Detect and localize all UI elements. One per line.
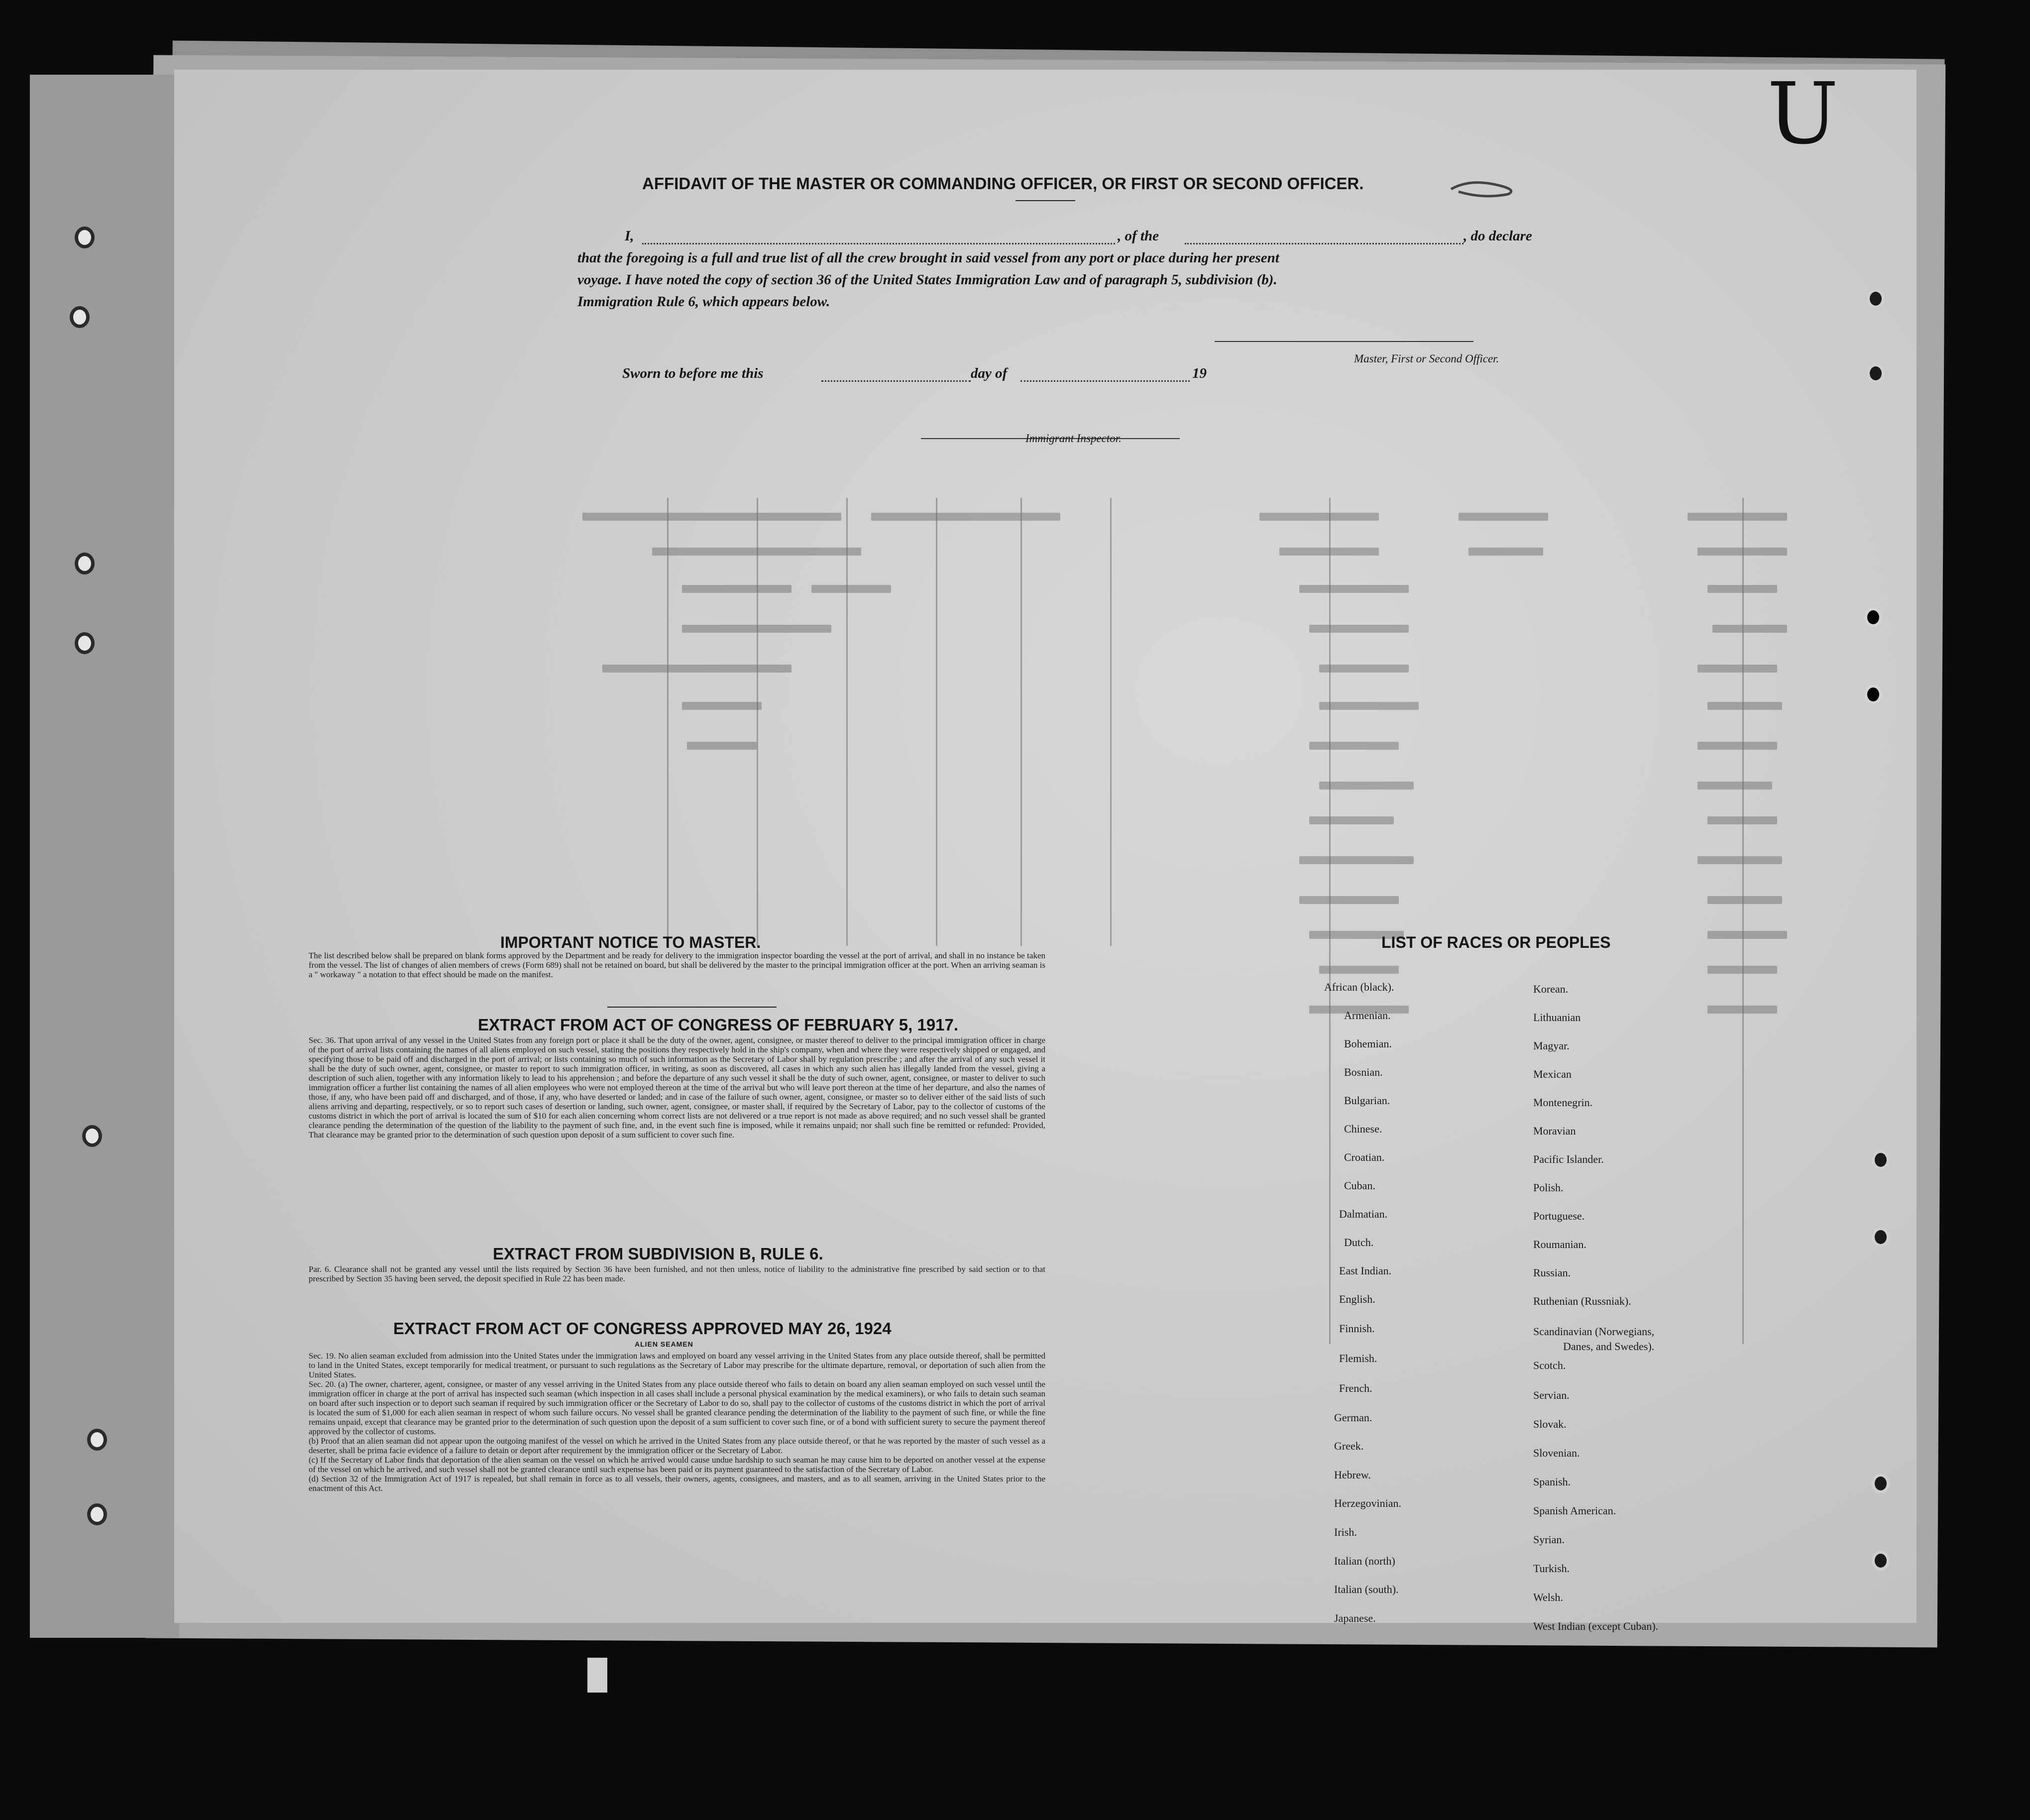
race-left: German. [1334, 1411, 1372, 1424]
race-left: French. [1339, 1382, 1372, 1394]
race-right: Portuguese. [1533, 1210, 1585, 1222]
race-left: Flemish. [1339, 1352, 1377, 1365]
notice-title: IMPORTANT NOTICE TO MASTER. [500, 933, 761, 951]
section-divider [607, 1007, 777, 1008]
race-left: Croatian. [1344, 1151, 1385, 1163]
faint-column-line [757, 498, 758, 946]
sec-20c-paragraph: (c) If the Secretary of Labor finds that deportation of the alien seaman on the vessel on which he arrived would cause undue hardship to such seaman he may cause him to be deported on another vessel at the expense of the vessel on which he arrived, and such vessel shall not be granted clearance until such expense has been paid or its payment guaranteed to the satisfaction of the Secretary of Labor. [309, 1455, 1045, 1474]
affidavit-i: I, [625, 228, 634, 244]
faint-column-line [1329, 498, 1331, 1344]
affidavit-line-2: that the foregoing is a full and true list of all the crew brought in said vessel from any port or place during her present [577, 250, 1279, 266]
race-right: Spanish. [1533, 1476, 1571, 1488]
rule-6-paragraph: Par. 6. Clearance shall not be granted any vessel until the lists required by Section 36 have been furnished, and not then unless, notice of liability to the administrative fine prescribed by said section or to that prescribed by Section 35 having been served, the deposit specified in Rule 22 has been made. [309, 1264, 1045, 1283]
manifest-page [174, 65, 1917, 1632]
extract-1924-subtitle: ALIEN SEAMEN [635, 1340, 693, 1348]
race-right: Danes, and Swedes). [1563, 1340, 1655, 1353]
extract-rule6-title: EXTRACT FROM SUBDIVISION B, RULE 6. [493, 1245, 823, 1263]
sworn-year: 19 [1192, 365, 1207, 381]
section-36-paragraph: Sec. 36. That upon arrival of any vessel in the United States from any foreign port or place it shall be the duty of the owner, agent, consignee, or master thereof to deliver to the principal immigration officer in charge of the port of arrival lists containing the names of all aliens employed on such vessel, stating the positions they respectively hold in the ship's company, when and where they were respectively shipped or engaged, and specifying those to be paid off and discharged in the port of arrival; or lists containing so much of such information as the Secretary of Labor shall by regulation prescribe ; and after the arrival of any such vessel it shall be the duty of such owner, agent, consignee, or master to report to such immigration officer, in writing, as soon as discovered, all cases in which any such alien has illegally landed from the vessel, giving a description of such alien, together with any information likely to lead to his apprehension ; and before the departure of any such vessel it shall be the duty of such owner, agent, consignee, or master to deliver to such immigration officer a further list containing the names of all alien employees who were not employed thereon at the time of the arrival but who will leave port thereon at the time of her departure, and also the names of those, if any, who have been paid off and discharged, and of those, if any, who have deserted or landed; and in case of the failure of such owner, agent, consignee, or master so to deliver either of the said lists of such aliens arriving and departing, respectively, or so to report such cases of desertion or landing, such owner, agent, consignee, or master shall, if required by the Secretary of Labor, pay to the collector of customs of the customs district in which the port of arrival is located the sum of $10 for each alien concerning whom correct lists are not delivered or a true report is not made as above required; and no such vessel shall be granted clearance pending the determination of the question of the liability to the payment of such fine, and, in the event such fine is imposed, while it remains unpaid; nor shall such fine be remitted or refunded: Provided, That clearance may be granted prior to the determination of such question upon deposit of a sum sufficient to cover such fine. [309, 1035, 1045, 1139]
faint-column-line [1110, 498, 1112, 946]
race-left: Italian (south). [1334, 1583, 1399, 1595]
binder-hole-icon [1864, 684, 1882, 704]
race-right: Syrian. [1533, 1533, 1565, 1546]
race-left: Bosnian. [1344, 1066, 1383, 1078]
race-left: Irish. [1334, 1526, 1357, 1538]
race-right: Servian. [1533, 1389, 1570, 1401]
binder-hole-icon [1872, 1227, 1890, 1247]
race-left: Chinese. [1344, 1123, 1382, 1135]
faint-column-line [1742, 498, 1744, 1344]
race-right: Lithuanian [1533, 1011, 1581, 1024]
sec-20a-paragraph: Sec. 20. (a) The owner, charterer, agent, consignee, or master of any vessel arriving in the United States from any place outside thereof who fails to detain on board any alien seaman employed on such vessel until the immigration officer in charge at the port of arrival has inspected such seaman (which inspection in all cases shall include a personal physical examination by the medical examiners), or who fails to detain such seaman on board after such inspection or to deport such seaman if required by such immigration officer or the Secretary of Labor to do so, shall pay to the collector of customs of the customs district in which the port of arrival is located the sum of $1,000 for each alien seaman in respect of whom such failure occurs. No vessel shall be granted clearance pending the determination of the liability to the payment of such fine, or while the fine remains unpaid, except that clearance may be granted prior to the determination of such question upon the deposit of a sum sufficient to cover such fine, or of a bond with sufficient surety to secure the payment thereof approved by the collector of customs. [309, 1379, 1045, 1436]
sec-19-paragraph: Sec. 19. No alien seaman excluded from admission into the United States under the immigration laws and employed on board any vessel arriving in the United States from any place outside thereof, shall be permitted to land in the United States, except temporarily for medical treatment, or pursuant to such regulations as the Secretary of Labor may prescribe for the ultimate departure, removal, or deportation of such alien from the United States. [309, 1351, 1045, 1379]
binder-hole-icon [1872, 1474, 1890, 1493]
race-right: Montenegrin. [1533, 1096, 1593, 1109]
race-right: Spanish American. [1533, 1504, 1616, 1517]
binder-hole-icon [75, 632, 95, 654]
sworn-prefix: Sworn to before me this [622, 365, 764, 381]
race-right: Moravian [1533, 1125, 1576, 1137]
binder-hole-icon [1867, 289, 1885, 309]
corner-handwritten-mark: U [1767, 65, 1839, 163]
officer-name-line [642, 243, 1115, 244]
race-right: Scotch. [1533, 1359, 1566, 1371]
race-right: Korean. [1533, 983, 1569, 995]
faint-column-line [1020, 498, 1022, 946]
vessel-name-line [1185, 243, 1464, 244]
race-left: Italian (north) [1334, 1555, 1395, 1567]
race-right: Russian. [1533, 1266, 1571, 1279]
extract-1924-text [309, 1351, 1045, 1493]
binder-hole-icon [1867, 363, 1885, 383]
signature-line [1215, 341, 1473, 342]
race-right: Mexican [1533, 1068, 1572, 1080]
affidavit-title: AFFIDAVIT OF THE MASTER OR COMMANDING OFFICER, OR FIRST OR SECOND OFFICER. [642, 174, 1364, 193]
sec-20b-paragraph: (b) Proof that an alien seaman did not appear upon the outgoing manifest of the vessel on which he arrived in the United States from any place outside thereof, or that he was reported by the master of such vessel as a deserter, shall be prima facie evidence of a failure to detain or deport after requirement by the immigration officer or the Secretary of Labor. [309, 1436, 1045, 1455]
race-right: Roumanian. [1533, 1238, 1586, 1251]
title-underline [1015, 200, 1075, 201]
race-right: Pacific Islander. [1533, 1153, 1604, 1165]
affidavit-of-the: , of the [1118, 228, 1159, 244]
sworn-day-line [821, 380, 971, 382]
binder-hole-icon [75, 553, 95, 574]
binder-hole-icon [75, 227, 95, 248]
affidavit-declare: , do declare [1464, 228, 1532, 244]
race-right: Ruthenian (Russniak). [1533, 1295, 1631, 1307]
extract-1917-text [309, 1035, 1045, 1139]
binder-hole-icon [1872, 1150, 1890, 1170]
race-right: Welsh. [1533, 1591, 1563, 1603]
under-sheet-left [30, 75, 179, 1638]
signature-caption: Master, First or Second Officer. [1354, 352, 1499, 365]
race-right: Slovak. [1533, 1418, 1567, 1430]
paper-clip-icon [1449, 177, 1523, 202]
race-right: Scandinavian (Norwegians, [1533, 1325, 1655, 1338]
races-title: LIST OF RACES OR PEOPLES [1381, 933, 1611, 951]
affidavit-line-4: Immigration Rule 6, which appears below. [577, 294, 830, 310]
notice-text [309, 951, 1045, 979]
race-left: Hebrew. [1334, 1469, 1371, 1481]
race-right: Turkish. [1533, 1562, 1570, 1575]
extract-rule6-text [309, 1264, 1045, 1283]
race-left: Finnish. [1339, 1322, 1375, 1335]
paper-tab [587, 1658, 607, 1693]
affidavit-line-3: voyage. I have noted the copy of section 36 of the United States Immigration Law and of paragraph 5, subdivision (b). [577, 272, 1277, 288]
sworn-day-of: day of [971, 365, 1008, 381]
race-left: Dutch. [1344, 1236, 1374, 1249]
race-left: East Indian. [1339, 1264, 1392, 1277]
notice-paragraph: The list described below shall be prepared on blank forms approved by the Department and be ready for delivery to the immigration inspector boarding the vessel at the port of arrival, and shall in no instance be taken from the vessel. The list of changes of alien members of crews (Form 689) shall not be retained on board, but shall be delivered by the master to the principal immigration officer at the port. When an arriving seaman is a " workaway " a notation to that effect should be made on the manifest. [309, 951, 1045, 979]
binder-hole-icon [87, 1503, 107, 1525]
faint-column-line [667, 498, 669, 946]
race-left: English. [1339, 1293, 1375, 1305]
extract-1917-title: EXTRACT FROM ACT OF CONGRESS OF FEBRUARY 5, 1917. [478, 1016, 959, 1034]
race-left: Herzegovinian. [1334, 1497, 1401, 1509]
race-left: Greek. [1334, 1440, 1364, 1452]
race-left: Armenian. [1344, 1009, 1391, 1022]
extract-1924-title: EXTRACT FROM ACT OF CONGRESS APPROVED MAY 26, 1924 [393, 1319, 892, 1338]
sec-20d-paragraph: (d) Section 32 of the Immigration Act of 1917 is repealed, but shall remain in force as to all vessels, their owners, agents, consignees, and masters, and as to all seamen, arriving in the United States prior to the enactment of this Act. [309, 1474, 1045, 1493]
race-right: West Indian (except Cuban). [1533, 1620, 1659, 1632]
binder-hole-icon [87, 1429, 107, 1451]
race-right: Magyar. [1533, 1039, 1570, 1052]
race-left: African (black). [1324, 981, 1394, 993]
race-left: Dalmatian. [1339, 1208, 1388, 1220]
binder-hole-icon [1864, 607, 1882, 627]
faint-column-line [936, 498, 937, 946]
race-right: Polish. [1533, 1181, 1564, 1194]
faint-column-line [846, 498, 848, 946]
binder-hole-icon [1872, 1551, 1890, 1571]
race-left: Bohemian. [1344, 1037, 1392, 1050]
sworn-month-line [1020, 380, 1190, 382]
race-left: Japanese. [1334, 1612, 1376, 1624]
race-left: Bulgarian. [1344, 1094, 1390, 1107]
inspector-caption: Immigrant Inspector. [1025, 432, 1122, 445]
binder-hole-icon [82, 1125, 102, 1147]
race-left: Cuban. [1344, 1179, 1375, 1192]
race-right: Slovenian. [1533, 1447, 1580, 1459]
binder-hole-icon [70, 306, 90, 328]
